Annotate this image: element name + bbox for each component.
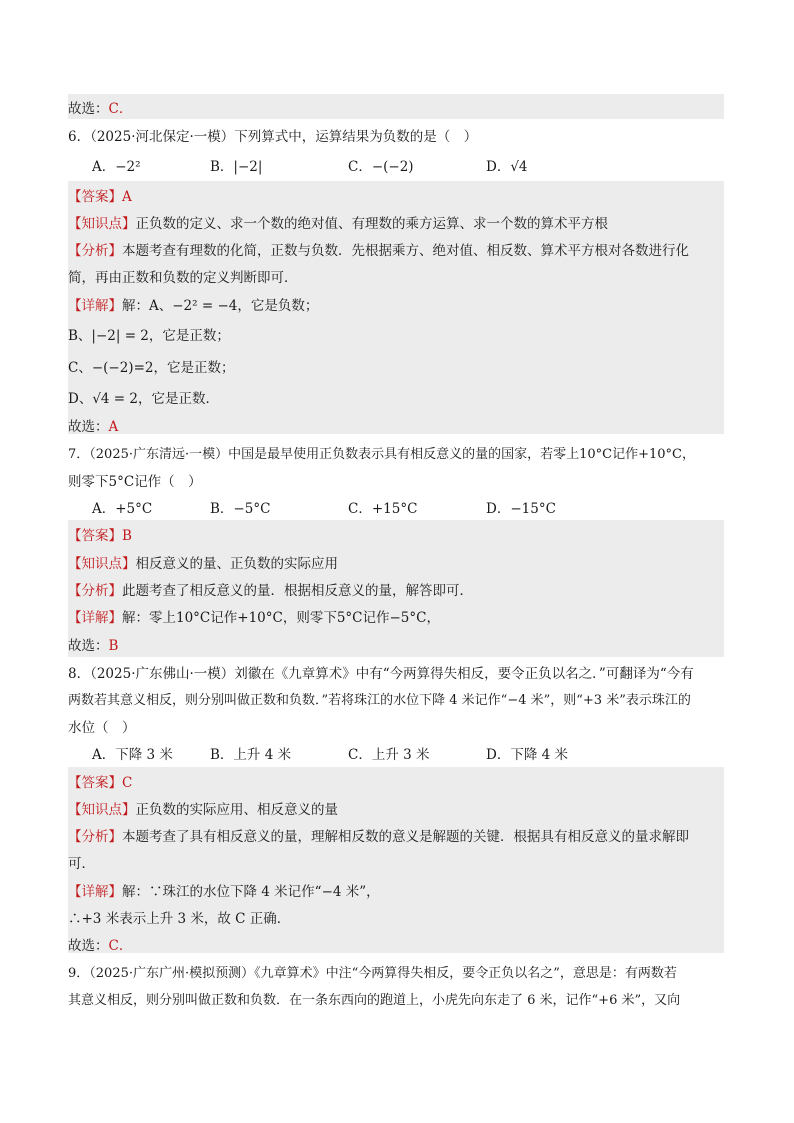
analysis-text: 此题考查了相反意义的量．根据相反意义的量，解答即可． [122, 583, 473, 599]
q8-analysis-1 [68, 825, 689, 845]
analysis-text: 本题考查有理数的化简，正数与负数．先根据乘方、绝对值、相反数、算术平方根对各数进行化 [122, 243, 689, 259]
kp-label: 【知识点】 [68, 556, 136, 572]
detail-label: 【详解】 [68, 610, 122, 626]
q7-answer [68, 524, 132, 544]
q6-option-d: D．√4 [486, 159, 528, 175]
kp-label: 【知识点】 [68, 802, 136, 818]
final-answer: A [108, 419, 119, 435]
answer-value: A [122, 189, 132, 205]
answer-value: C [122, 775, 133, 791]
final-answer: C． [108, 101, 133, 117]
detail-text: 解：A、−2² = −4，它是负数； [122, 298, 319, 314]
q9-stem-2: 其意义相反，则分别叫做正数和负数．在一条东西向的跑道上，小虎先向东走了 6 米，记作“+6 米”，又向 [68, 993, 681, 1008]
q8-knowledge-point [68, 798, 338, 818]
q7-stem-1: 7．（2025·广东清远·一模）中国是最早使用正负数表示具有相反意义的量的国家，若零上10°C记作+10°C， [68, 447, 695, 462]
q7-option-d: D．−15°C [486, 501, 556, 517]
q6-option-c: C．−(−2) [348, 159, 414, 175]
q6-detail-3: C、−(−2)=2，它是正数； [68, 360, 235, 376]
analysis-label: 【分析】 [68, 583, 122, 599]
q7-option-c: C．+15°C [348, 501, 418, 517]
q7-analysis [68, 579, 473, 599]
q6-detail-1 [68, 294, 318, 314]
q6-final [68, 415, 118, 435]
q8-stem-2: 两数若其意义相反，则分别叫做正数和负数．”若将珠江的水位下降 4 米记作“−4 米”，则“+3 米”表示珠江的 [68, 693, 691, 708]
q6-detail-4: D、√4 = 2，它是正数． [68, 391, 219, 407]
q8-option-b: B．上升 4 米 [210, 747, 292, 763]
analysis-label: 【分析】 [68, 829, 122, 845]
q8-option-a: A．下降 3 米 [92, 747, 173, 763]
final-label: 故选： [68, 638, 109, 654]
q6-option-b: B．|−2| [210, 159, 263, 175]
q7-detail [68, 606, 440, 626]
kp-text: 相反意义的量、正负数的实际应用 [135, 556, 338, 572]
final-label: 故选： [68, 419, 109, 435]
analysis-text: 本题考查了具有相反意义的量，理解相反数的意义是解题的关键．根据具有相反意义的量求解即 [122, 829, 689, 845]
final-label: 故选： [68, 938, 109, 954]
detail-label: 【详解】 [68, 298, 122, 314]
q9-stem-1: 9．（2025·广东广州·模拟预测）《九章算术》中注“今两算得失相反，要令正负以名之”，意思是：有两数若 [68, 966, 677, 981]
q6-option-a: A．−2² [92, 159, 141, 175]
answer-value: B [122, 528, 132, 544]
q7-final [68, 634, 118, 654]
q8-detail-2: ∴+3 米表示上升 3 米，故 C 正确． [68, 911, 291, 927]
q8-detail-1 [68, 880, 380, 900]
q7-option-a: A．+5°C [92, 501, 153, 517]
q7-stem-2: 则零下5°C记作（ ） [68, 474, 202, 490]
q6-analysis-1 [68, 239, 689, 259]
q8-analysis-2: 可． [68, 856, 95, 872]
analysis-label: 【分析】 [68, 243, 122, 259]
q5-answer-block [68, 94, 724, 119]
q8-option-d: D．下降 4 米 [486, 747, 568, 763]
q7-knowledge-point [68, 552, 338, 572]
final-answer: C． [108, 938, 133, 954]
q8-final [68, 934, 132, 954]
answer-label: 【答案】 [68, 775, 122, 791]
q6-detail-2: B、|−2| = 2，它是正数； [68, 328, 230, 344]
q8-option-c: C．上升 3 米 [348, 747, 430, 763]
answer-label: 【答案】 [68, 189, 122, 205]
q6-knowledge-point [68, 212, 608, 232]
q8-answer [68, 771, 132, 791]
final-label: 故选： [68, 101, 109, 117]
q6-analysis-2: 简，再由正数和负数的定义判断即可． [68, 270, 298, 286]
final-answer: B [108, 638, 119, 654]
kp-text: 正负数的定义、求一个数的绝对值、有理数的乘方运算、求一个数的算术平方根 [135, 216, 608, 232]
answer-label: 【答案】 [68, 528, 122, 544]
q5-final [68, 97, 132, 117]
kp-text: 正负数的实际应用、相反意义的量 [135, 802, 338, 818]
q6-answer [68, 185, 132, 205]
detail-text: 解：∵珠江的水位下降 4 米记作“−4 米”， [122, 884, 380, 900]
kp-label: 【知识点】 [68, 216, 136, 232]
detail-label: 【详解】 [68, 884, 122, 900]
q8-stem-1: 8．（2025·广东佛山·一模）刘徽在《九章算术》中有“今两算得失相反，要令正负以名之．”可翻译为“今有 [68, 666, 694, 682]
q6-stem: 6．（2025·河北保定·一模）下列算式中，运算结果为负数的是（ ） [68, 129, 478, 145]
q7-option-b: B．−5°C [210, 501, 271, 517]
detail-text: 解：零上10°C记作+10°C，则零下5°C记作−5°C， [122, 610, 440, 626]
q8-stem-3: 水位（ ） [68, 720, 136, 736]
